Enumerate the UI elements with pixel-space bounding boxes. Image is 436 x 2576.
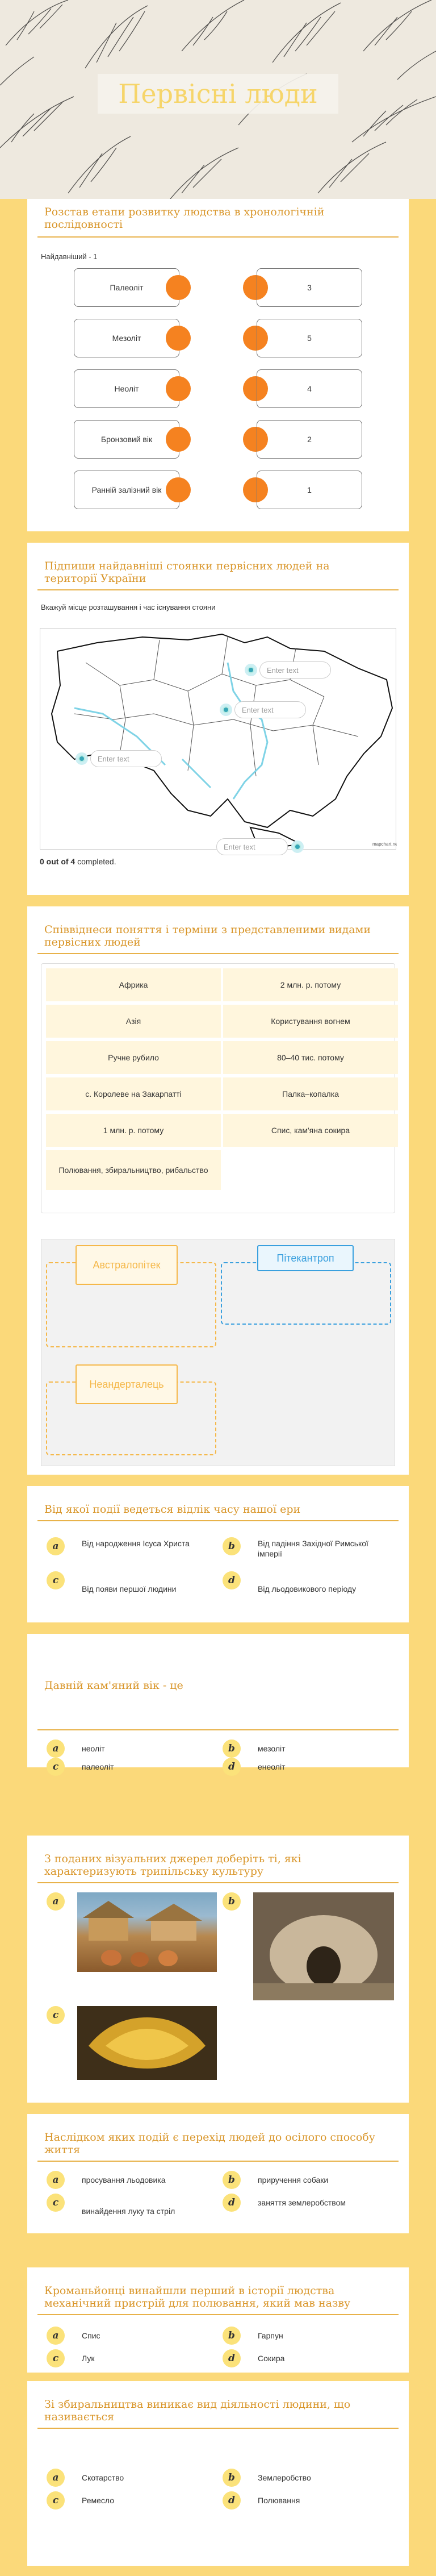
match-right-label: 3 — [307, 283, 312, 292]
dropzone-pithecanthropus[interactable] — [221, 1262, 391, 1325]
question-title: Наслідком яких подій є перехід людей до осілого способу життя — [44, 2131, 375, 2156]
question-card-images — [27, 1836, 409, 2103]
draggable-item[interactable]: Спис, кам'яна сокира — [223, 1114, 398, 1147]
header-banner — [0, 0, 436, 199]
page-title: Первісні люди — [118, 78, 318, 109]
items-pool — [41, 963, 395, 1213]
option-letter[interactable]: a — [47, 2171, 65, 2189]
draggable-item[interactable]: Ручне рубило — [46, 1041, 221, 1074]
option-text[interactable]: Від льодовикового періоду — [258, 1584, 357, 1593]
option-letter[interactable]: d — [223, 2349, 241, 2367]
match-left-label: Палеоліт — [110, 283, 144, 292]
option-letter[interactable]: a — [47, 2469, 65, 2487]
option-text[interactable]: Від падіння Західної Римської імперії — [258, 1539, 368, 1558]
clay-dwelling-image[interactable] — [253, 1892, 394, 2000]
divider — [37, 1882, 399, 1883]
map-credit: mapchart.net — [372, 842, 397, 847]
match-left-item[interactable] — [74, 420, 179, 459]
match-right-item[interactable] — [257, 471, 362, 509]
option-letter[interactable]: b — [223, 2171, 241, 2189]
divider — [37, 1520, 399, 1521]
divider — [37, 2161, 399, 2162]
draggable-item[interactable]: Азія — [46, 1005, 221, 1038]
option-text[interactable]: винайдення луку та стріл — [82, 2207, 175, 2216]
option-letter[interactable]: d — [223, 1758, 241, 1776]
option-letter[interactable]: d — [223, 2194, 241, 2212]
option-text[interactable]: Землеробство — [258, 2473, 311, 2482]
map-pin[interactable] — [291, 840, 304, 853]
question-title: Давній кам'яний вік - це — [44, 1679, 183, 1692]
option-letter[interactable]: c — [47, 2349, 65, 2367]
match-left-label: Бронзовий вік — [100, 435, 153, 444]
divider — [37, 1729, 399, 1730]
option-letter[interactable]: b — [223, 2327, 241, 2345]
divider — [37, 2428, 399, 2429]
category-label: Неандерталець — [76, 1364, 178, 1404]
question-title: Від якої події ведеться відлік часу нашої ери — [44, 1503, 301, 1516]
match-left-item[interactable] — [74, 369, 179, 408]
option-letter[interactable]: a — [47, 1537, 65, 1555]
title-band — [98, 74, 338, 114]
progress-text — [40, 857, 116, 866]
draggable-item[interactable]: Палка–копалка — [223, 1077, 398, 1110]
option-letter[interactable]: d — [223, 1571, 241, 1589]
option-letter[interactable]: a — [47, 1739, 65, 1758]
match-left-label: Мезоліт — [112, 334, 141, 343]
option-text[interactable]: мезоліт — [258, 1744, 286, 1753]
question-card-mcq — [27, 2267, 409, 2373]
question-title: Розстав етапи розвитку людства в хронологічній послідовності — [44, 206, 325, 231]
option-letter[interactable]: b — [223, 2469, 241, 2487]
option-text[interactable]: Від появи першої людини — [82, 1584, 177, 1593]
match-right-label: 4 — [307, 384, 312, 393]
option-text[interactable]: Скотарство — [82, 2473, 124, 2482]
question-title: Співвіднеси поняття і терміни з представленими видами первісних людей — [44, 923, 371, 948]
option-letter[interactable]: c — [47, 2006, 65, 2024]
option-letter[interactable]: b — [223, 1892, 241, 1911]
option-text[interactable]: Ремесло — [82, 2496, 115, 2505]
category-label: Пітекантроп — [257, 1245, 354, 1271]
question-card-map — [27, 543, 409, 895]
connector-dot[interactable] — [166, 477, 191, 502]
map-pin-input[interactable]: Enter text — [216, 838, 288, 855]
trypillia-village-image[interactable] — [77, 1892, 217, 1972]
option-letter[interactable]: c — [47, 2491, 65, 2510]
divider — [37, 953, 399, 954]
option-text[interactable]: Полювання — [258, 2496, 300, 2505]
progress-label: completed. — [75, 857, 116, 866]
draggable-item[interactable]: 80–40 тис. потому — [223, 1041, 398, 1074]
match-left-item[interactable] — [74, 319, 179, 357]
match-left-item[interactable] — [74, 471, 179, 509]
option-text[interactable]: Гарпун — [258, 2331, 283, 2340]
match-right-item[interactable] — [257, 369, 362, 408]
progress-count: 0 out of 4 — [40, 857, 76, 866]
question-title: З поданих візуальних джерел доберіть ті, які характеризують трипільську культуру — [44, 1853, 301, 1878]
draggable-item[interactable]: с. Королеве на Закарпатті — [46, 1077, 221, 1110]
option-text[interactable]: заняття землеробством — [258, 2198, 346, 2207]
question-card-mcq — [27, 1634, 409, 1772]
draggable-item[interactable]: 1 млн. р. потому — [46, 1114, 221, 1147]
option-text[interactable]: приручення собаки — [258, 2175, 329, 2184]
question-title: Кроманьйонці винайшли перший в історії людства механічний пристрій для полювання, який мав назву — [44, 2284, 351, 2309]
map-pin[interactable] — [76, 752, 88, 765]
map-pin-input[interactable]: Enter text — [90, 750, 162, 767]
option-letter[interactable]: c — [47, 1758, 65, 1776]
match-right-label: 2 — [307, 435, 312, 444]
option-letter[interactable]: c — [47, 1571, 65, 1589]
match-right-item[interactable] — [257, 319, 362, 357]
option-text[interactable]: Сокира — [258, 2354, 285, 2363]
option-text[interactable]: неоліт — [82, 1744, 105, 1753]
draggable-item[interactable]: 2 млн. р. потому — [223, 968, 398, 1001]
match-left-item[interactable] — [74, 268, 179, 307]
match-left-label: Неоліт — [114, 384, 139, 393]
option-text[interactable]: Від народження Ісуса Христа — [82, 1539, 190, 1548]
question-title: Підпиши найдавніші стоянки первісних людей на території України — [44, 560, 330, 585]
question-card-mcq — [27, 2381, 409, 2566]
option-letter[interactable]: a — [47, 1892, 65, 1911]
option-letter[interactable]: a — [47, 2327, 65, 2345]
gold-pectoral-image[interactable] — [77, 2006, 217, 2080]
question-subtitle: Вкажуй місце розташування і час існування стояни — [41, 603, 216, 611]
connector-dot[interactable] — [166, 326, 191, 351]
question-subtitle: Найдавніший - 1 — [41, 252, 98, 261]
question-title: Зі збиральництва виникає вид діяльності людини, що називається — [44, 2398, 351, 2423]
map-pin[interactable] — [245, 664, 257, 676]
divider — [37, 2314, 399, 2315]
draggable-item[interactable]: Африка — [46, 968, 221, 1001]
option-text[interactable]: Спис — [82, 2331, 100, 2340]
question-card-mcq — [27, 1486, 409, 1622]
categories-area — [41, 1239, 395, 1466]
category-label: Австралопітек — [76, 1245, 178, 1285]
question-card-categorize — [27, 906, 409, 1475]
match-right-label: 5 — [307, 334, 312, 343]
option-letter[interactable]: d — [223, 2491, 241, 2510]
option-letter[interactable]: c — [47, 2194, 65, 2212]
question-card-ordering — [27, 199, 409, 531]
option-text[interactable]: палеоліт — [82, 1762, 114, 1771]
option-text[interactable]: енеоліт — [258, 1762, 286, 1771]
connector-dot[interactable] — [166, 275, 191, 300]
map-area — [40, 628, 396, 850]
option-letter[interactable]: b — [223, 1739, 241, 1758]
divider — [37, 236, 399, 238]
question-card-mcq — [27, 2114, 409, 2233]
match-right-item[interactable] — [257, 420, 362, 459]
draggable-item[interactable]: Полювання, збиральництво, рибальство — [46, 1150, 221, 1190]
map-pin-input[interactable]: Enter text — [234, 701, 306, 718]
draggable-item[interactable]: Користування вогнем — [223, 1005, 398, 1038]
divider — [37, 589, 399, 590]
map-pin[interactable] — [220, 704, 232, 716]
option-text[interactable]: просування льодовика — [82, 2175, 166, 2184]
option-text[interactable]: Лук — [82, 2354, 95, 2363]
connector-dot[interactable] — [166, 427, 191, 452]
connector-dot[interactable] — [166, 376, 191, 401]
match-right-label: 1 — [307, 485, 312, 494]
ukraine-map — [40, 629, 397, 850]
match-left-label: Ранній залізний вік — [91, 485, 162, 494]
map-pin-input[interactable]: Enter text — [259, 661, 331, 679]
option-letter[interactable]: b — [223, 1537, 241, 1555]
match-right-item[interactable] — [257, 268, 362, 307]
